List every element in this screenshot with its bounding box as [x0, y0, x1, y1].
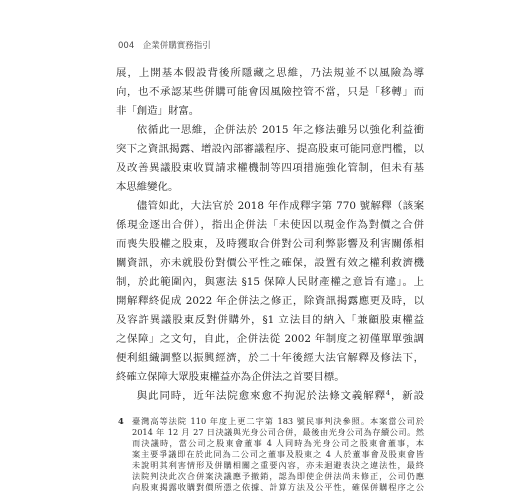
text-line: 係現金逐出合併），指出企併法「未使因以現金作為對價之合併	[116, 219, 424, 231]
text-line: 儘管如此，大法官於 2018 年作成釋字第 770 號解釋（該案	[136, 200, 424, 212]
text-line: 非「創造」財富。	[116, 105, 200, 117]
text-line: 展，上開基本假設背後所隱藏之思維，乃法規並不以風險為導	[116, 67, 424, 79]
text-line: 便利組織調整以振興經濟，於二十年後經大法官解釋及修法下，	[116, 352, 424, 364]
paragraph-4	[116, 387, 424, 406]
text-line	[116, 387, 424, 406]
text-line: 及容許異議股東反對併購外，§1 立法目的納入「兼顧股東權益	[116, 314, 424, 326]
paragraph-2	[116, 121, 424, 197]
footnote-reference[interactable]: 4	[385, 389, 391, 397]
page-number: 004	[118, 41, 135, 51]
text-line: 突下之資訊揭露、增設內部審議程序、提高股東可能同意門檻，以	[116, 143, 424, 155]
footnotes	[116, 416, 424, 493]
text-line: 關資訊，亦未就股份對價公平性之確保，設置有效之權利救濟機	[116, 257, 424, 269]
text-line: 而喪失股權之股東，及時獲取合併對公司利弊影響及利害關係相	[116, 238, 424, 250]
text-segment: 與此同時，近年法院愈來愈不拘泥於法條文義解釋	[136, 390, 386, 402]
footnote-line: 而決議時，當公司之股東會董事 4 人同時為光身公司之股東會董事，本	[132, 438, 424, 448]
text-segment: ，新設	[390, 390, 424, 402]
footnote-line: 向股東揭露收購對價所憑之依據、計算方法及公平性，確保併購程序之公	[132, 482, 424, 492]
text-line: 向，也不承認某些併購可能會因風險控管不當，只是「移轉」而	[116, 86, 424, 98]
text-line: 之保障」之文句，自此，企併法從 2002 年制度之初僅單單強調	[116, 333, 424, 345]
paragraph-1	[116, 64, 424, 121]
footnote-marker: 4	[118, 416, 124, 426]
text-line: 終確立保障大眾股東權益亦為企併法之首要目標。	[116, 371, 345, 383]
footnote-text	[132, 416, 424, 493]
text-line: 及改善異議股東收買請求權機制等四項措施強化管制，但未有基	[116, 162, 424, 174]
running-title: 企業併購實務指引	[142, 41, 211, 51]
paragraph-3	[116, 197, 424, 387]
footnote-line: 法院判決此次合併案決議應予撤銷，認為即使企併法尚未修正，公司仍應	[132, 471, 424, 481]
footnote-line: 臺灣高等法院 110 年度上更二字第 183 號民事判決參照。本案當公司於	[132, 416, 424, 426]
text-line: 開解釋終促成 2022 年企併法之修正，除資訊揭露應更及時，以	[116, 295, 424, 307]
footnote-line: 未說明其利害情形及併購相關之重要內容，亦未迴避表決之違法性，最終	[132, 460, 424, 470]
text-line: 制，於此範圍內，與憲法 §15 保障人民財產權之意旨有違」。上	[116, 276, 424, 288]
footnote-4	[116, 416, 424, 493]
footnote-line: 案主要爭議即在於此同為二公司之董事及股東之 4 人於董事會及股東會皆	[132, 449, 424, 459]
footnote-line: 2014 年 12 月 27 日決議與光身公司合併，最後由光身公司為存續公司。然	[132, 427, 424, 437]
running-head	[118, 40, 211, 52]
body-text	[116, 64, 424, 406]
text-line: 本思維變化。	[116, 181, 179, 193]
text-line: 依循此一思維，企併法於 2015 年之修法雖另以強化利益衝	[136, 124, 424, 136]
